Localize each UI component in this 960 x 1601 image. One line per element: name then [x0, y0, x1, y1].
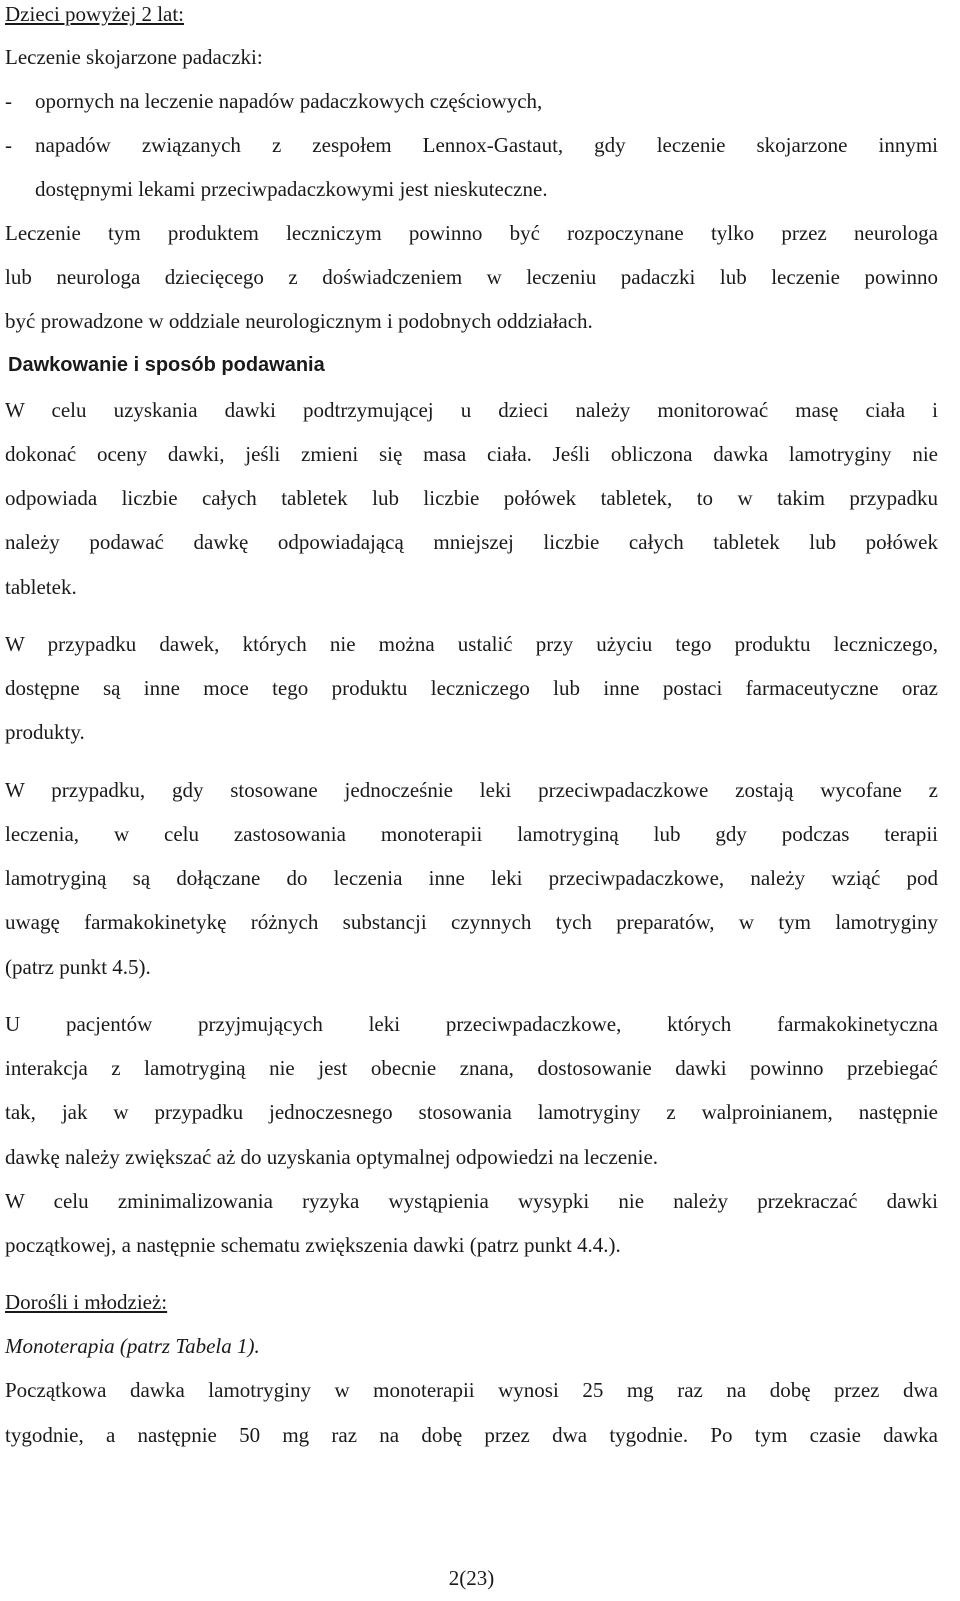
text-line: W przypadku dawek, których nie można ustalić przy użyciu tego produktu leczniczego, [5, 632, 938, 656]
text-line: dostępne są inne moce tego produktu leczniczego lub inne postaci farmaceutyczne oraz [5, 676, 938, 700]
text-line: dokonać oceny dawki, jeśli zmieni się masa ciała. Jeśli obliczona dawka lamotryginy nie [5, 442, 938, 466]
list-item: napadów związanych z zespołem Lennox-Gastaut, gdy leczenie skojarzone innymi [35, 133, 938, 157]
heading-adults-adolescents: Dorośli i młodzież: [5, 1290, 168, 1314]
subheading-monotherapy: Monoterapia (patrz Tabela 1). [5, 1334, 260, 1358]
heading-children-over-2: Dzieci powyżej 2 lat: [5, 2, 185, 26]
text-line: U pacjentów przyjmujących leki przeciwpadaczkowe, których farmakokinetyczna [5, 1012, 938, 1036]
text-line: lub neurologa dziecięcego z doświadczeniem w leczeniu padaczki lub leczenie powinno [5, 265, 938, 289]
page-number: 2(23) [448, 1566, 495, 1590]
text-line: dawkę należy zwiększać aż do uzyskania optymalnej odpowiedzi na leczenie. [5, 1145, 659, 1169]
list-item-continued: dostępnymi lekami przeciwpadaczkowymi jest nieskuteczne. [35, 177, 548, 201]
text-line: tygodnie, a następnie 50 mg raz na dobę przez dwa tygodnie. Po tym czasie dawka [5, 1423, 938, 1447]
text-line: lamotryginą są dołączane do leczenia inne leki przeciwpadaczkowe, należy wziąć pod [5, 866, 938, 890]
text-line: tak, jak w przypadku jednoczesnego stosowania lamotryginy z walproinianem, następnie [5, 1100, 938, 1124]
text-line: W celu uzyskania dawki podtrzymującej u dzieci należy monitorować masę ciała i [5, 398, 938, 422]
text-line: Leczenie tym produktem leczniczym powinno być rozpoczynane tylko przez neurologa [5, 221, 938, 245]
text-line: Początkowa dawka lamotryginy w monoterapii wynosi 25 mg raz na dobę przez dwa [5, 1378, 938, 1402]
text-line: interakcja z lamotryginą nie jest obecnie znana, dostosowanie dawki powinno przebiegać [5, 1056, 938, 1080]
list-item: opornych na leczenie napadów padaczkowych częściowych, [35, 89, 543, 113]
text-line: (patrz punkt 4.5). [5, 955, 151, 979]
text-line: należy podawać dawkę odpowiadającą mniejszej liczbie całych tabletek lub połówek [5, 530, 938, 554]
text-line: produkty. [5, 720, 85, 744]
list-dash: - [5, 133, 12, 157]
text-line: W przypadku, gdy stosowane jednocześnie leki przeciwpadaczkowe zostają wycofane z [5, 778, 938, 802]
text-line: Leczenie skojarzone padaczki: [5, 45, 263, 69]
text-line: uwagę farmakokinetykę różnych substancji czynnych tych preparatów, w tym lamotryginy [5, 910, 938, 934]
text-line: początkowej, a następnie schematu zwiększenia dawki (patrz punkt 4.4.). [5, 1233, 621, 1257]
list-dash: - [5, 89, 12, 113]
text-line: tabletek. [5, 575, 77, 599]
text-line: leczenia, w celu zastosowania monoterapii lamotryginą lub gdy podczas terapii [5, 822, 938, 846]
text-line: być prowadzone w oddziale neurologicznym i podobnych oddziałach. [5, 309, 593, 333]
text-line: odpowiada liczbie całych tabletek lub liczbie połówek tabletek, to w takim przypadku [5, 486, 938, 510]
text-line: W celu zminimalizowania ryzyka wystąpienia wysypki nie należy przekraczać dawki [5, 1189, 938, 1213]
section-heading: Dawkowanie i sposób podawania [8, 354, 325, 376]
